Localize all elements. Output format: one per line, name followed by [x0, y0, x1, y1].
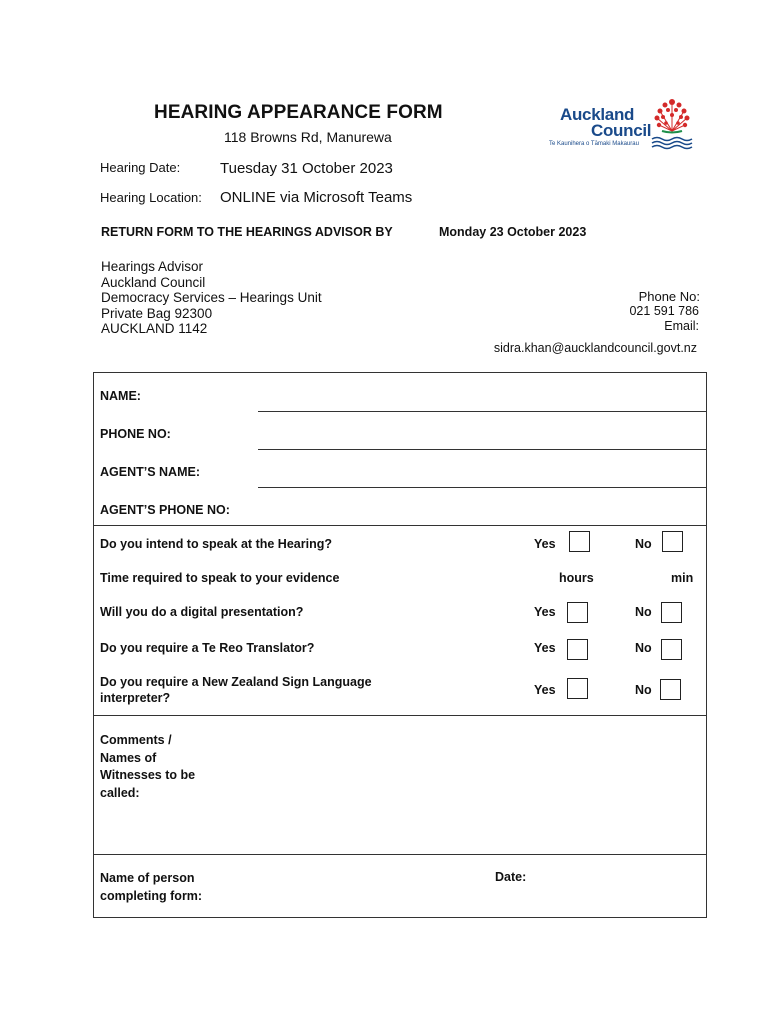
reo-no-label: No [635, 641, 652, 655]
digital-question: Will you do a digital presentation? [100, 605, 304, 619]
venue-address: 118 Browns Rd, Manurewa [224, 129, 392, 145]
completer-label-line: completing form: [100, 888, 203, 903]
hearing-date-label: Hearing Date: [100, 160, 181, 175]
hours-label: hours [559, 571, 594, 585]
section-divider [94, 854, 706, 855]
time-question: Time required to speak to your evidence [100, 571, 340, 585]
nzsl-question-line2: interpreter? [100, 691, 171, 705]
phone-no-label: PHONE NO: [100, 427, 171, 441]
date-label: Date: [495, 870, 527, 884]
agent-name-field[interactable] [258, 487, 706, 488]
pohutukawa-flower-icon [648, 98, 698, 152]
speak-yes-label: Yes [534, 537, 556, 551]
nzsl-yes-checkbox[interactable] [567, 678, 588, 699]
reo-yes-label: Yes [534, 641, 556, 655]
speak-no-label: No [635, 537, 652, 551]
comments-field[interactable] [224, 723, 698, 848]
agent-name-label: AGENT’S NAME: [100, 465, 200, 479]
address-line: Hearings Advisor [101, 259, 204, 274]
comments-label-line: Comments / [100, 733, 172, 747]
nzsl-no-label: No [635, 683, 652, 697]
name-label: NAME: [100, 389, 141, 403]
return-notice-date: Monday 23 October 2023 [439, 225, 587, 239]
name-field[interactable] [258, 411, 706, 412]
email-label: Email: [664, 319, 699, 333]
hearing-date-value: Tuesday 31 October 2023 [220, 160, 393, 177]
speak-no-checkbox[interactable] [662, 531, 683, 552]
speak-yes-checkbox[interactable] [569, 531, 590, 552]
date-field[interactable] [534, 861, 698, 911]
nzsl-no-checkbox[interactable] [660, 679, 681, 700]
phone-no-field[interactable] [258, 449, 706, 450]
logo-subtitle: Te Kaunihera o Tāmaki Makaurau [549, 141, 639, 147]
phone-label: Phone No: [638, 289, 700, 304]
completer-label [100, 870, 202, 905]
completer-name-field[interactable] [224, 861, 484, 911]
logo-word-auckland: Auckland [560, 105, 635, 124]
completer-label-line: Name of person [100, 871, 195, 885]
digital-yes-label: Yes [534, 605, 556, 619]
digital-yes-checkbox[interactable] [567, 602, 588, 623]
comments-label [100, 732, 195, 802]
speak-question: Do you intend to speak at the Hearing? [100, 537, 332, 551]
form-box [93, 372, 707, 918]
logo-word-council: Council [591, 121, 652, 140]
address-line: Auckland Council [101, 274, 206, 290]
advisor-postal-address [101, 259, 322, 337]
comments-label-line: called: [100, 785, 140, 800]
hearing-location-label: Hearing Location: [100, 190, 202, 205]
section-divider [94, 525, 706, 526]
return-notice-label: RETURN FORM TO THE HEARINGS ADVISOR BY [101, 225, 393, 239]
address-line: AUCKLAND 1142 [101, 321, 208, 336]
minutes-label: min [671, 571, 694, 585]
comments-label-line: Names of [100, 750, 157, 765]
section-divider [94, 715, 706, 716]
comments-label-line: Witnesses to be [100, 768, 196, 782]
agent-phone-label: AGENT’S PHONE NO: [100, 503, 230, 517]
digital-no-label: No [635, 605, 652, 619]
reo-yes-checkbox[interactable] [567, 639, 588, 660]
nzsl-question-line1: Do you require a New Zealand Sign Language [100, 675, 372, 689]
auckland-council-logo [548, 98, 696, 152]
nzsl-yes-label: Yes [534, 683, 556, 697]
reo-question: Do you require a Te Reo Translator? [100, 641, 315, 655]
address-line: Democracy Services – Hearings Unit [101, 290, 322, 305]
reo-no-checkbox[interactable] [661, 639, 682, 660]
address-line: Private Bag 92300 [101, 305, 213, 321]
digital-no-checkbox[interactable] [661, 602, 682, 623]
phone-value: 021 591 786 [629, 304, 699, 318]
email-value[interactable]: sidra.khan@aucklandcouncil.govt.nz [493, 341, 697, 355]
form-title: HEARING APPEARANCE FORM [154, 102, 443, 123]
hearing-location-value: ONLINE via Microsoft Teams [220, 189, 413, 206]
